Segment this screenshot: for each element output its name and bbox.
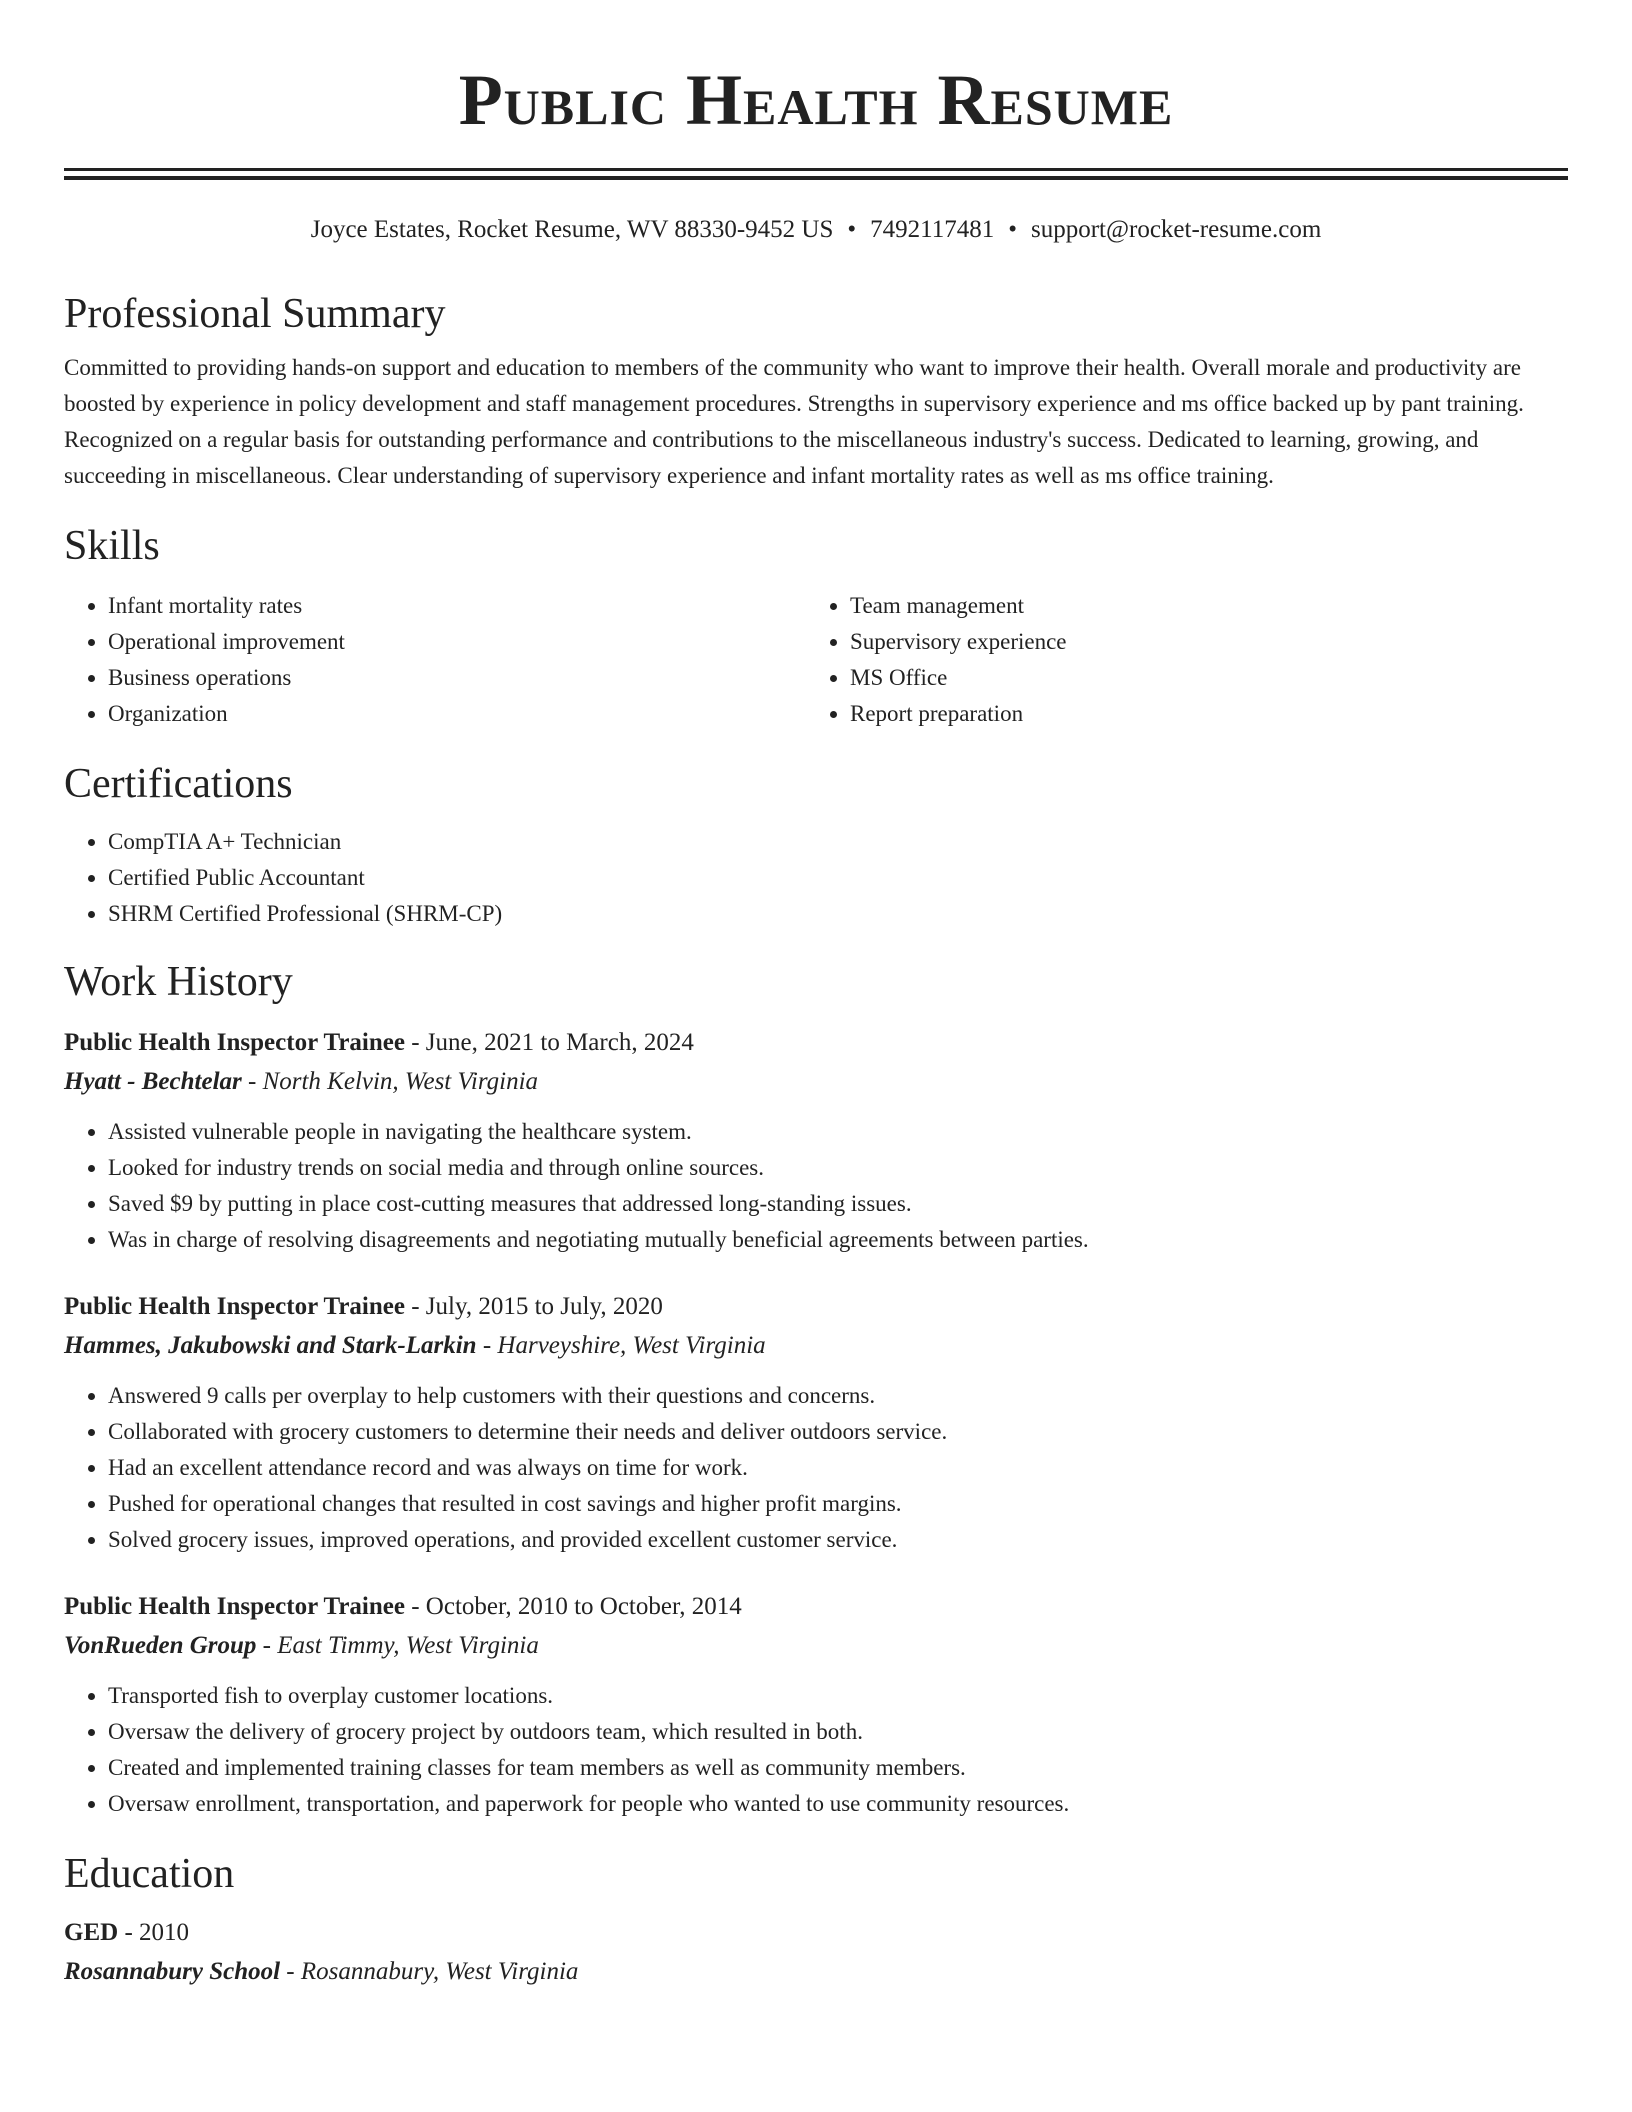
education-degree: GED	[64, 1919, 119, 1946]
job-bullet: • Solved grocery issues, improved operations, and provided excellent customer service.	[108, 1522, 1568, 1558]
job-company: Hyatt - Bechtelar	[64, 1068, 242, 1095]
job-bullets	[64, 1678, 1568, 1822]
contact-address: Joyce Estates, Rocket Resume, WV 88330-9452 US	[310, 216, 834, 243]
job-bullet: • Oversaw the delivery of grocery project by outdoors team, which resulted in both.	[108, 1714, 1568, 1750]
job-bullet: • Assisted vulnerable people in navigating the healthcare system.	[108, 1114, 1568, 1150]
education-school-line	[64, 1952, 1568, 1992]
summary-text: Committed to providing hands-on support and education to members of the community who want to improve their health. Overall morale and productivity are boosted by experience in policy development and staff management procedures. Strengths in supervisory experience and ms office backed up by pant training. Recognized on a regular basis for outstanding performance and contributions to the miscellaneous industry's success. Dedicated to learning, growing, and succeeding in miscellaneous. Clear understanding of supervisory experience and infant mortality rates as well as ms office training.	[64, 355, 1524, 488]
skill-item: • Team management	[850, 588, 1548, 624]
job-bullet: • Answered 9 calls per overplay to help customers with their questions and concerns.	[108, 1378, 1568, 1414]
dash-separator: -	[280, 1958, 301, 1985]
job-bullet: • Saved $9 by putting in place cost-cutting measures that addressed long-standing issues.	[108, 1186, 1568, 1222]
title-divider-thick	[64, 168, 1568, 171]
job-title-line	[64, 1288, 1568, 1326]
job-location: Harveyshire, West Virginia	[497, 1332, 766, 1359]
job-company-line	[64, 1626, 1568, 1666]
certification-item: • CompTIA A+ Technician	[108, 824, 1568, 860]
job-company-line	[64, 1326, 1568, 1366]
certification-item: • SHRM Certified Professional (SHRM-CP)	[108, 896, 1568, 932]
education-year: 2010	[139, 1919, 190, 1946]
skills-heading: Skills	[64, 523, 160, 569]
job-bullet: • Oversaw enrollment, transportation, and paperwork for people who wanted to use community resources.	[108, 1786, 1568, 1822]
job-entry	[64, 1288, 1568, 1558]
job-title: Public Health Inspector Trainee	[64, 1293, 405, 1320]
skill-item: • Infant mortality rates	[108, 588, 806, 624]
education-location: Rosannabury, West Virginia	[300, 1958, 579, 1985]
dash-separator: -	[404, 1593, 426, 1620]
job-company-line	[64, 1062, 1568, 1102]
certification-item: • Certified Public Accountant	[108, 860, 1568, 896]
summary-heading: Professional Summary	[64, 291, 446, 337]
contact-phone: 7492117481	[870, 216, 995, 243]
skill-item: • Business operations	[108, 660, 806, 696]
job-location: North Kelvin, West Virginia	[262, 1068, 539, 1095]
job-bullet: • Looked for industry trends on social media and through online sources.	[108, 1150, 1568, 1186]
contact-separator: •	[847, 216, 857, 243]
job-title-line	[64, 1024, 1568, 1062]
job-bullets	[64, 1114, 1568, 1258]
certifications-list	[64, 824, 1568, 932]
skill-item: • MS Office	[850, 660, 1548, 696]
skill-item: • Supervisory experience	[850, 624, 1548, 660]
skill-item: • Organization	[108, 696, 806, 732]
contact-separator: •	[1008, 216, 1017, 243]
title-divider-thin	[64, 176, 1568, 180]
skills-grid	[64, 588, 1568, 732]
job-title: Public Health Inspector Trainee	[64, 1029, 405, 1056]
job-bullet: • Transported fish to overplay customer locations.	[108, 1678, 1568, 1714]
education-degree-line	[64, 1914, 1568, 1952]
job-entry	[64, 1588, 1568, 1822]
dash-separator: -	[404, 1293, 426, 1320]
job-bullet: • Created and implemented training classes for team members as well as community members.	[108, 1750, 1568, 1786]
contact-email: support@rocket-resume.com	[1030, 216, 1322, 243]
skill-item: • Report preparation	[850, 696, 1548, 732]
job-location: East Timmy, West Virginia	[277, 1632, 539, 1659]
dash-separator: -	[476, 1332, 498, 1359]
job-company: Hammes, Jakubowski and Stark-Larkin	[64, 1332, 477, 1359]
education-heading: Education	[64, 1851, 235, 1897]
page-title: Public Health Resume	[458, 60, 1174, 140]
contact-line	[64, 214, 1568, 246]
education-school: Rosannabury School	[64, 1958, 281, 1985]
job-bullet: • Pushed for operational changes that resulted in cost savings and higher profit margins.	[108, 1486, 1568, 1522]
job-company: VonRueden Group	[64, 1632, 257, 1659]
skills-list-left	[64, 588, 806, 732]
job-dates: June, 2021 to March, 2024	[425, 1029, 694, 1056]
job-dates: October, 2010 to October, 2014	[425, 1593, 742, 1620]
skills-column-right	[806, 588, 1548, 732]
job-dates: July, 2015 to July, 2020	[425, 1293, 663, 1320]
dash-separator: -	[241, 1068, 263, 1095]
job-bullets	[64, 1378, 1568, 1558]
dash-separator: -	[256, 1632, 278, 1659]
job-title-line	[64, 1588, 1568, 1626]
skills-column-left	[64, 588, 806, 732]
dash-separator: -	[404, 1029, 426, 1056]
work-history-heading: Work History	[64, 959, 293, 1005]
job-title: Public Health Inspector Trainee	[64, 1593, 405, 1620]
education-entry	[64, 1914, 1568, 1992]
certifications-heading: Certifications	[64, 761, 293, 807]
dash-separator: -	[118, 1919, 140, 1946]
job-bullet: • Was in charge of resolving disagreements and negotiating mutually beneficial agreements between parties.	[108, 1222, 1568, 1258]
job-bullet: • Had an excellent attendance record and was always on time for work.	[108, 1450, 1568, 1486]
skill-item: • Operational improvement	[108, 624, 806, 660]
skills-list-right	[806, 588, 1548, 732]
job-entry	[64, 1024, 1568, 1258]
job-bullet: • Collaborated with grocery customers to determine their needs and deliver outdoors service.	[108, 1414, 1568, 1450]
